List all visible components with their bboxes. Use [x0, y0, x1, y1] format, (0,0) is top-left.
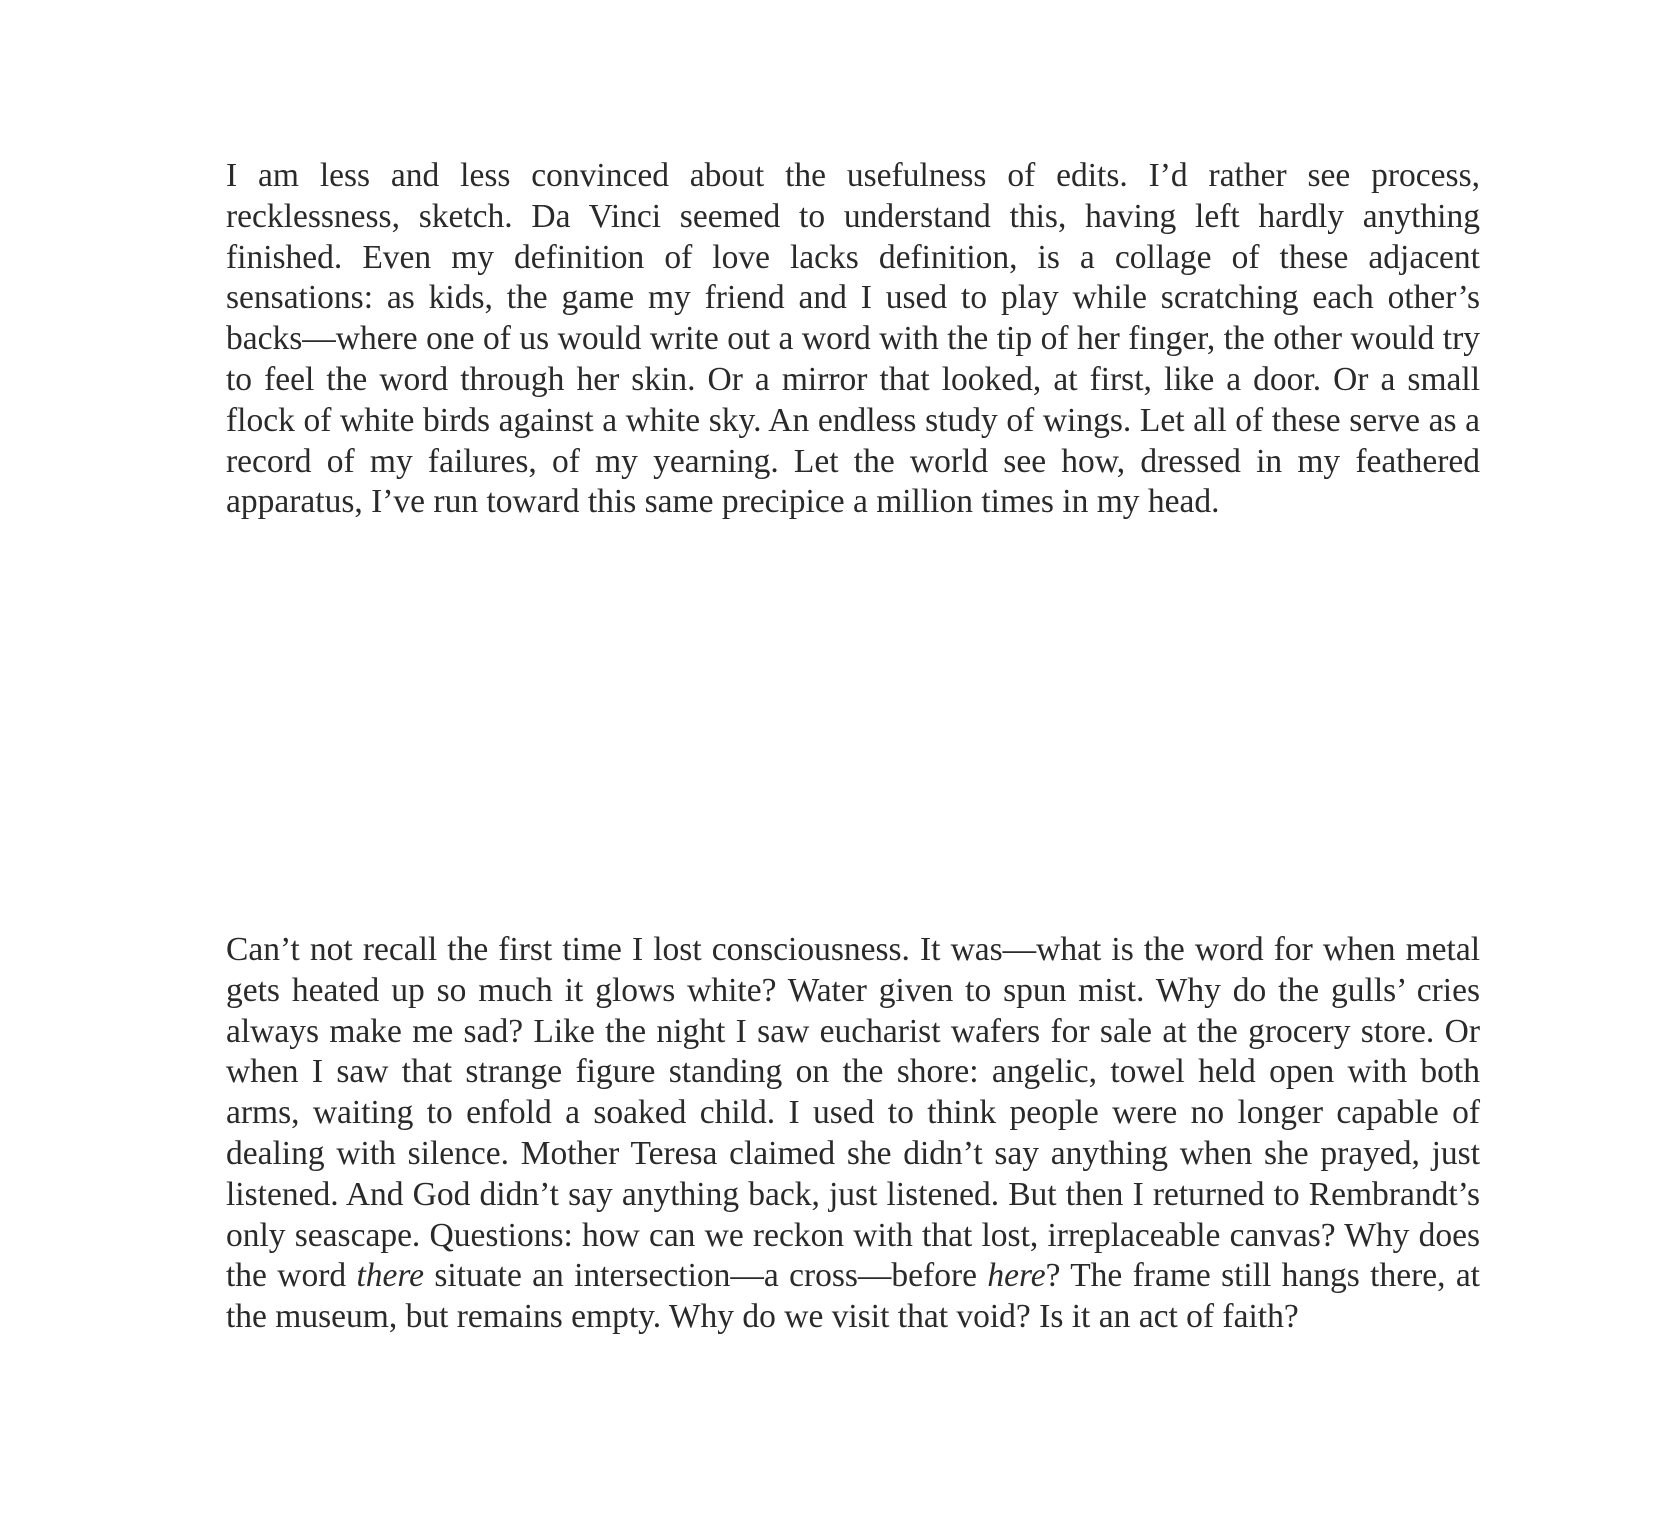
paragraph-consciousness-seascape — [226, 930, 1480, 1338]
paragraph-2-part-3: ? The frame still hangs there, at the museum, but remains empty. Why do we visit that void? Is it an act of faith? — [226, 1257, 1480, 1336]
italic-word-there: there — [356, 1257, 425, 1295]
paragraph-2-part-2: situate an intersection—a cross—before — [424, 1257, 988, 1295]
paragraph-edits-process: I am less and less convinced about the usefulness of edits. I’d rather see process, recklessness, sketch. Da Vinci seemed to understand this, having left hardly anything finished. Even my definition of love lacks definition, is a collage of these adjacent sensations: as kids, the game my friend and I used to play while scratching each other’s backs—where one of us would write out a word with the tip of her finger, the other would try to feel the word through her skin. Or a mirror that looked, at first, like a door. Or a small flock of white birds against a white sky. An endless study of wings. Let all of these serve as a record of my failures, of my yearning. Let the world see how, dressed in my feathered apparatus, I’ve run toward this same precipice a million times in my head. — [226, 157, 1480, 521]
paragraph-2-part-1: Can’t not recall the first time I lost consciousness. It was—what is the word for when metal gets heated up so much it glows white? Water given to spun mist. Why do the gulls’ cries always make me sad? Like the night I saw eucharist wafers for sale at the grocery store. Or when I saw that strange figure standing on the shore: angelic, towel held open with both arms, waiting to enfold a soaked child. I used to think people were no longer capable of dealing with silence. Mother Teresa claimed she didn’t say anything when she prayed, just listened. And God didn’t say anything back, just listened. But then I returned to Rembrandt’s only seascape. Questions: how can we reckon with that lost, irreplaceable canvas? Why does the word — [226, 931, 1480, 1295]
italic-word-here: here — [987, 1257, 1046, 1295]
